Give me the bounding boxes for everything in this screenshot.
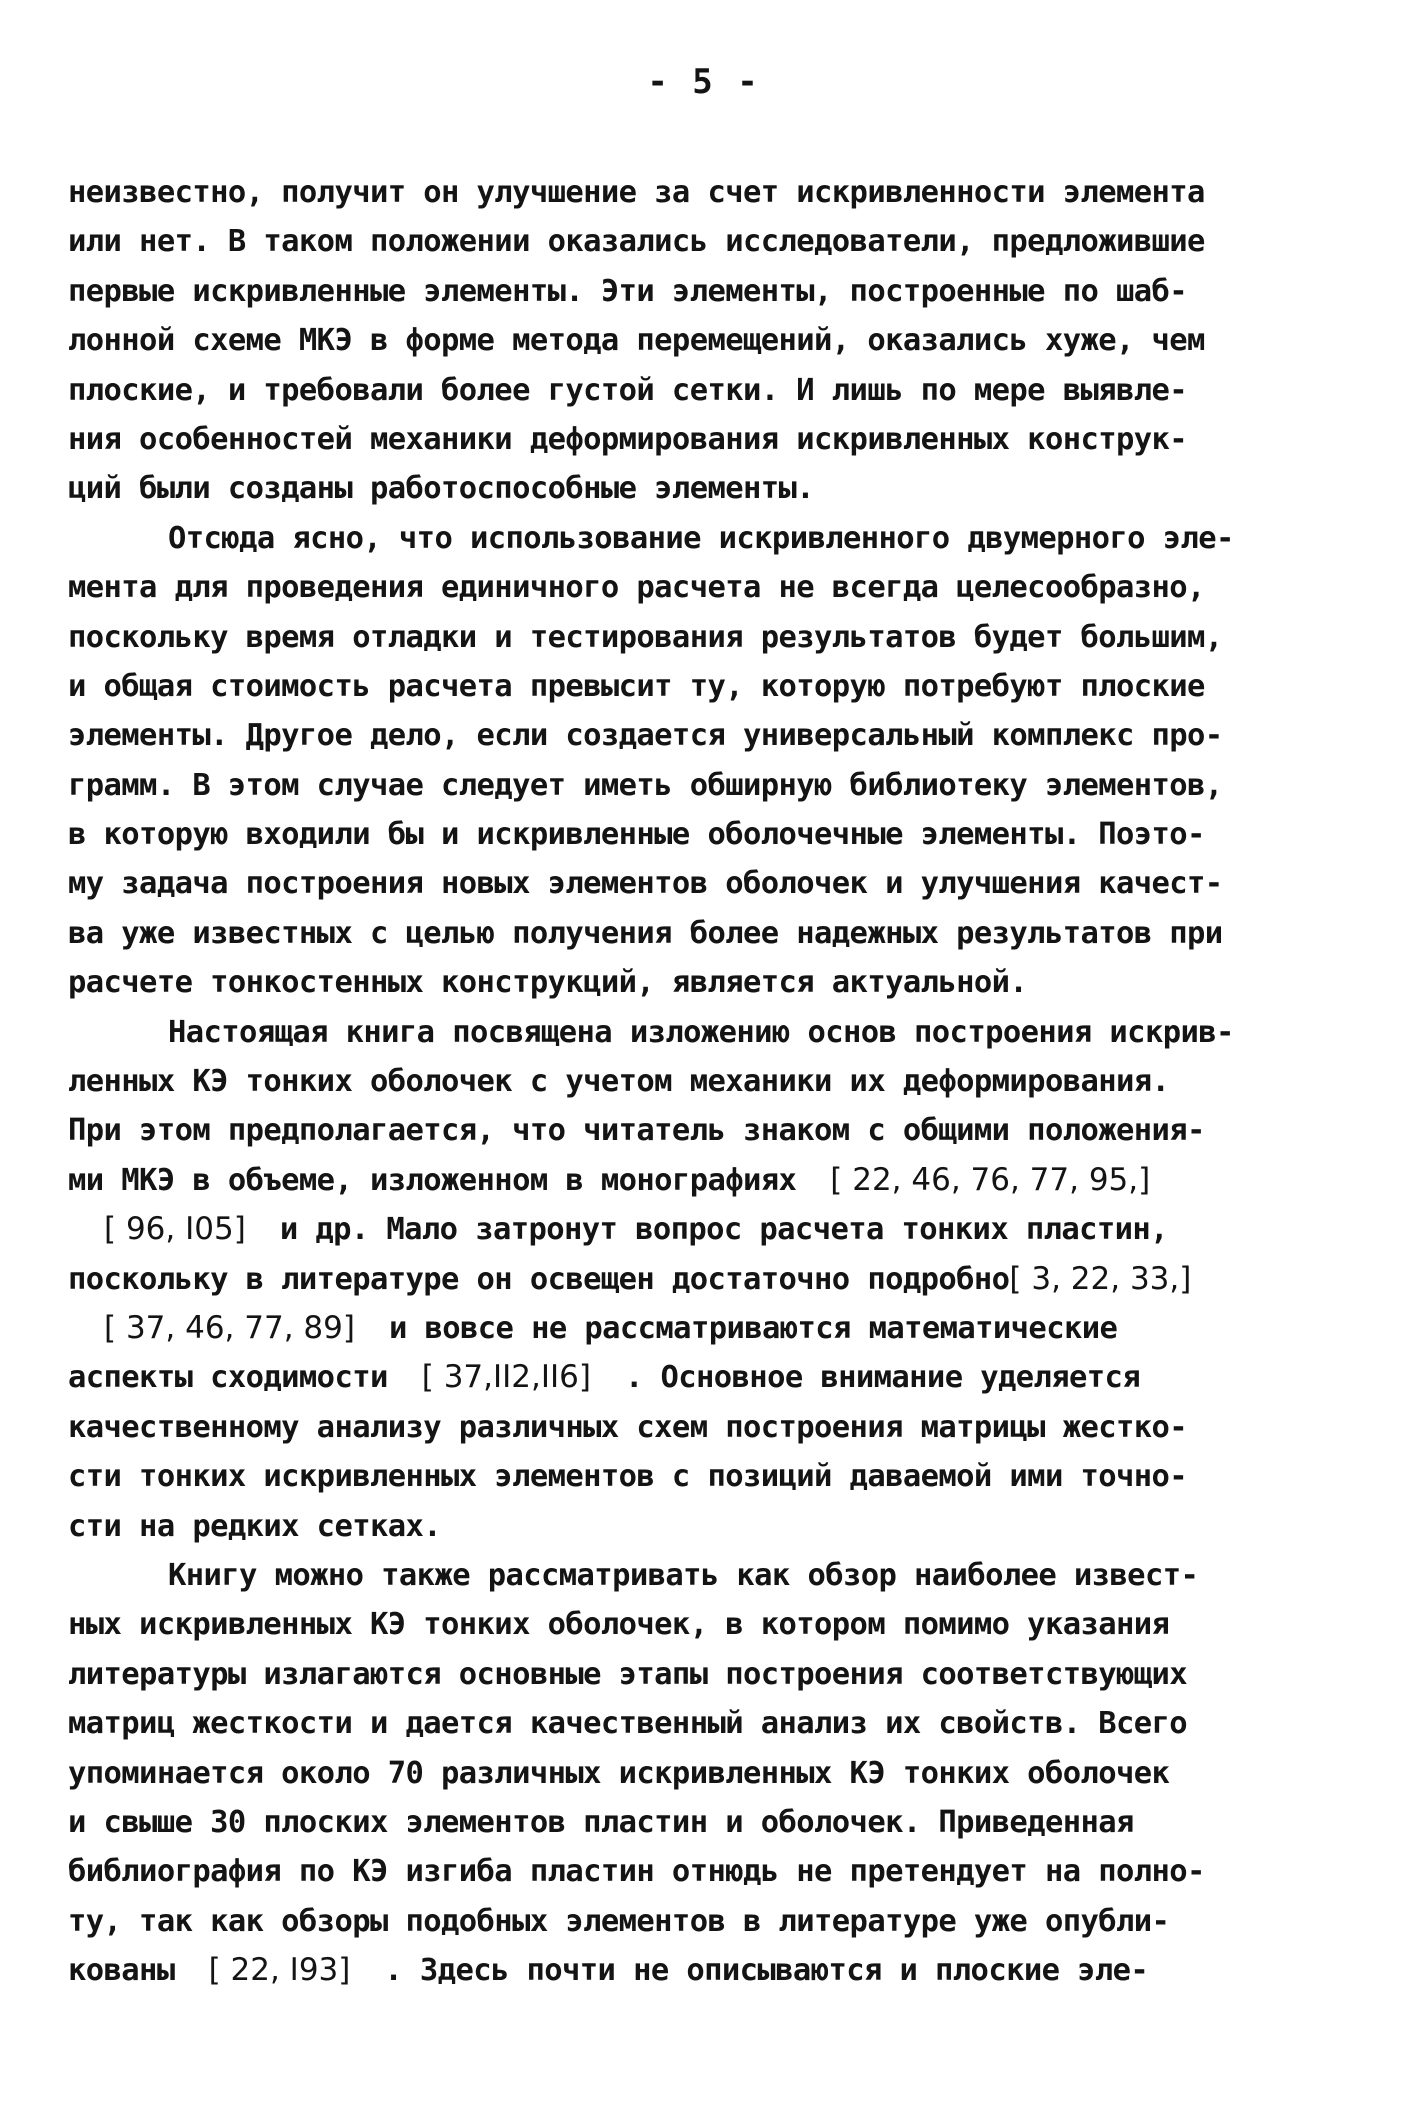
paragraph-first-line: Отсюда ясно, что использование искривленного двумерного эле- [168,520,1234,556]
text-line: качественному анализу различных схем построения матрицы жестко- [68,1409,1188,1445]
text-line: ленных КЭ тонких оболочек с учетом механики их деформирования. [68,1064,1170,1100]
text-line: упоминается около 70 различных искривленных КЭ тонких оболочек [68,1755,1170,1791]
text-line: библиография по КЭ изгиба пластин отнюдь не претендует на полно- [68,1854,1205,1890]
paragraph-first-line: Настоящая книга посвящена изложению основ построения искрив- [168,1014,1234,1050]
text-line: плоские, и требовали более густой сетки. И лишь по мере выявле- [68,372,1188,408]
text-line: сти тонких искривленных элементов с позиций даваемой ими точно- [68,1459,1188,1495]
text-line: неизвестно, получит он улучшение за счет искривленности элемента [68,175,1205,210]
citation-reference: [ 22, 46, 76, 77, 95, ] [830,1162,1150,1198]
text-line: лонной схеме МКЭ в форме метода перемещений, оказались хуже, чем [68,323,1205,359]
text-line: матриц жесткости и дается качественный анализ их свойств. Всего [68,1706,1188,1742]
citation-reference: [ 37,II2,II6 ] [422,1359,591,1395]
text-line: грамм. В этом случае следует иметь обширную библиотеку элементов, [68,767,1223,803]
paragraph-first-line: Книгу можно также рассматривать как обзор наиболее извест- [168,1557,1199,1593]
text-line: ных искривленных КЭ тонких оболочек, в котором помимо указания [68,1607,1170,1643]
text-line: поскольку в литературе он освещен достаточно подробно[ 3, 22, 33, ] [68,1255,1358,1304]
text-line: [ 37, 46, 77, 89 ] и вовсе не рассматриваются математические [68,1304,1358,1353]
text-line: му задача построения новых элементов оболочек и улучшения качест- [68,866,1223,902]
text-line: ми МКЭ в объеме, изложенном в монографиях[ 22, 46, 76, 77, 95, ] [68,1156,1358,1205]
text-line: ния особенностей механики деформирования искривленных конструк- [68,421,1188,457]
citation-reference: [ 37, 46, 77, 89 ] [104,1310,355,1346]
text-line: или нет. В таком положении оказались исследователи, предложившие [68,224,1205,260]
citation-reference: [ 22, I93 ] [209,1952,351,1988]
text-line: первые искривленные элементы. Эти элементы, построенные по шаб- [68,273,1188,309]
text-line: ва уже известных с целью получения более надежных результатов при [68,915,1223,951]
text-line: в которую входили бы и искривленные оболочечные элементы. Поэто- [68,817,1205,853]
text-line: расчете тонкостенных конструкций, является актуальной. [68,965,1028,1001]
text-line: ту, так как обзоры подобных элементов в литературе уже опубли- [68,1903,1170,1939]
text-line: кованы[ 22, I93 ] . Здесь почти не описываются и плоские эле- [68,1946,1358,1995]
text-line: литературы излагаются основные этапы построения соответствующих [68,1656,1188,1692]
text-line: При этом предполагается, что читатель знаком с общими положения- [68,1113,1205,1149]
text-line: элементы. Другое дело, если создается универсальный комплекс про- [68,718,1223,754]
citation-reference: [ 96, I05 ] [104,1211,246,1247]
page-number: - 5 - [647,62,760,102]
text-line: и общая стоимость расчета превысит ту, которую потребуют плоские [68,668,1205,704]
body-text [68,168,1358,1995]
text-line: поскольку время отладки и тестирования результатов будет большим, [68,619,1223,655]
citation-reference: [ 3, 22, 33, ] [1009,1261,1191,1297]
text-line: мента для проведения единичного расчета не всегда целесообразно, [68,570,1205,606]
text-line: ций были созданы работоспособные элементы. [68,471,815,507]
text-line: [ 96, I05 ] и др. Мало затронут вопрос расчета тонких пластин, [68,1205,1358,1254]
text-line: сти на редких сетках. [68,1508,442,1544]
text-line: и свыше 30 плоских элементов пластин и оболочек. Приведенная [68,1804,1134,1840]
text-line: аспекты сходимости[ 37,II2,II6 ] . Основное внимание уделяется [68,1353,1358,1402]
